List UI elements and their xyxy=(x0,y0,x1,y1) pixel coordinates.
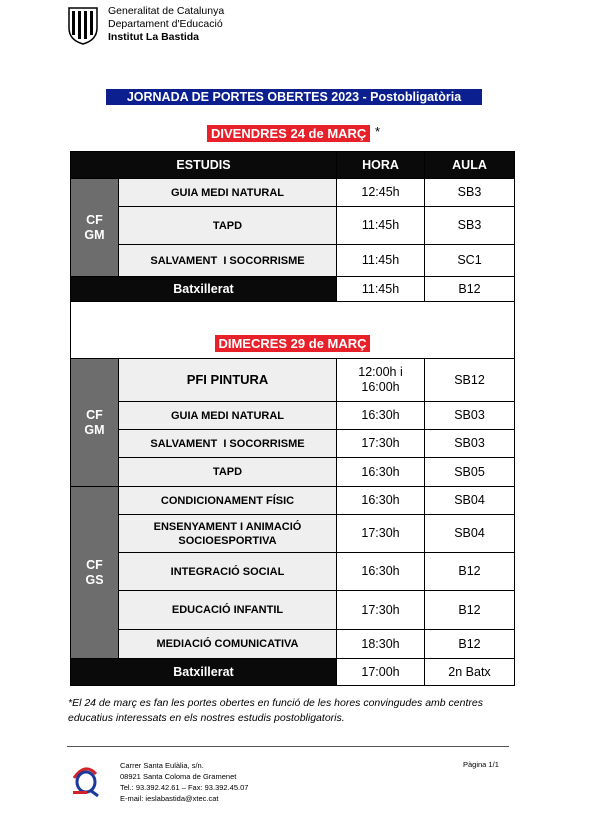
course-room: SB03 xyxy=(425,402,515,430)
table-row xyxy=(71,458,515,487)
table-row-batxillerat xyxy=(71,659,515,686)
generalitat-logo-icon xyxy=(67,6,99,46)
course-name: GUIA MEDI NATURAL xyxy=(119,402,337,430)
institute-name: Institut La Bastida xyxy=(108,31,200,43)
course-name: TAPD xyxy=(119,458,337,487)
course-room: B12 xyxy=(425,630,515,659)
school-logo-icon xyxy=(70,762,100,798)
course-name: CONDICIONAMENT FÍSIC xyxy=(119,487,337,515)
course-room: SB04 xyxy=(425,487,515,515)
course-hour: 17:30h xyxy=(337,515,425,553)
course-hour: 16:30h xyxy=(337,458,425,487)
course-hour: 12:45h xyxy=(337,179,425,207)
footer-divider xyxy=(67,746,509,747)
group-label-cfgm: CF GM xyxy=(71,359,119,487)
batxillerat-label: Batxillerat xyxy=(71,277,337,302)
schedule-table xyxy=(70,151,515,686)
course-room: SC1 xyxy=(425,245,515,277)
course-room: B12 xyxy=(425,591,515,630)
course-hour: 16:30h xyxy=(337,487,425,515)
table-row xyxy=(71,207,515,245)
batxillerat-label: Batxillerat xyxy=(71,659,337,686)
course-hour: 17:30h xyxy=(337,430,425,458)
course-name: TAPD xyxy=(119,207,337,245)
table-row xyxy=(71,591,515,630)
footnote: *El 24 de març es fan les portes obertes en funció de les hores convingudes amb centres educatius interessats en els nostres estudis postobligatoris. xyxy=(68,697,483,724)
course-room: B12 xyxy=(425,277,515,302)
course-hour: 17:30h xyxy=(337,591,425,630)
table-row xyxy=(71,402,515,430)
table-row xyxy=(71,487,515,515)
course-room: SB3 xyxy=(425,207,515,245)
course-hour: 16:30h xyxy=(337,553,425,591)
table-row xyxy=(71,245,515,277)
course-name: PFI PINTURA xyxy=(119,359,337,402)
address-city: 08921 Santa Coloma de Gramenet xyxy=(120,772,237,781)
course-room: SB03 xyxy=(425,430,515,458)
course-name: SALVAMENT I SOCORRISME xyxy=(119,430,337,458)
course-hour: 11:45h xyxy=(337,245,425,277)
table-row-batxillerat xyxy=(71,277,515,302)
course-hour: 11:45h xyxy=(337,207,425,245)
course-room: SB3 xyxy=(425,179,515,207)
course-name: SALVAMENT I SOCORRISME xyxy=(119,245,337,277)
course-name: EDUCACIÓ INFANTIL xyxy=(119,591,337,630)
day2-date: DIMECRES 29 de MARÇ xyxy=(215,335,369,352)
course-name: INTEGRACIÓ SOCIAL xyxy=(119,553,337,591)
course-name: GUIA MEDI NATURAL xyxy=(119,179,337,207)
course-name: MEDIACIÓ COMUNICATIVA xyxy=(119,630,337,659)
course-name: ENSENYAMENT I ANIMACIÓ SOCIOESPORTIVA xyxy=(119,515,337,553)
table-row xyxy=(71,430,515,458)
school-address xyxy=(120,760,248,804)
department-name: Departament d'Educació xyxy=(108,18,223,30)
course-room: SB12 xyxy=(425,359,515,402)
table-row xyxy=(71,179,515,207)
course-room: 2n Batx xyxy=(425,659,515,686)
organization-block xyxy=(108,5,224,44)
header-studies: ESTUDIS xyxy=(71,152,337,179)
course-room: SB05 xyxy=(425,458,515,487)
header-hour: HORA xyxy=(337,152,425,179)
course-hour: 17:00h xyxy=(337,659,425,686)
day2-title-row xyxy=(71,302,515,359)
page-title: JORNADA DE PORTES OBERTES 2023 - Postobligatòria xyxy=(106,89,482,105)
course-hour: 11:45h xyxy=(337,277,425,302)
table-row xyxy=(71,630,515,659)
group-label-cfgm: CF GM xyxy=(71,179,119,277)
day1-date: DIVENDRES 24 de MARÇ xyxy=(207,125,370,142)
table-row xyxy=(71,553,515,591)
course-hour: 12:00h i 16:00h xyxy=(337,359,425,402)
course-hour: 16:30h xyxy=(337,402,425,430)
course-room: SB04 xyxy=(425,515,515,553)
org-name: Generalitat de Catalunya xyxy=(108,5,225,17)
email: E-mail: ieslabastida@xtec.cat xyxy=(120,794,219,803)
course-room: B12 xyxy=(425,553,515,591)
phone-fax: Tel.: 93.392.42.61 – Fax: 93.392.45.07 xyxy=(120,783,249,792)
header-room: AULA xyxy=(425,152,515,179)
table-row xyxy=(71,515,515,553)
course-hour: 18:30h xyxy=(337,630,425,659)
table-row xyxy=(71,359,515,402)
table-header-row xyxy=(71,152,515,179)
group-label-cfgs: CF GS xyxy=(71,487,119,659)
address-street: Carrer Santa Eulàlia, s/n. xyxy=(120,761,204,770)
page-number: Pàgina 1/1 xyxy=(463,760,499,769)
day1-footnote-mark: * xyxy=(375,124,381,139)
